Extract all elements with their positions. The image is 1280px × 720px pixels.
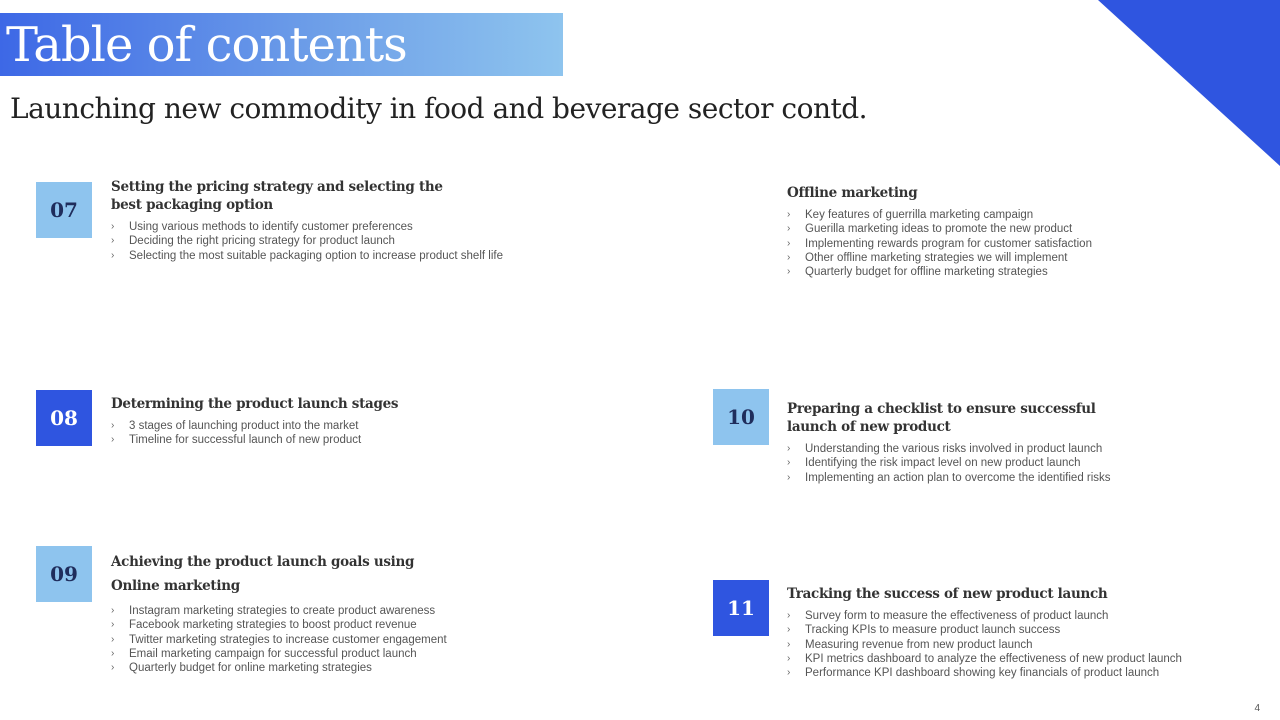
toc-section-07[interactable] xyxy=(111,178,503,263)
section-title[interactable]: Setting the pricing strategy and selecting the best packaging option xyxy=(111,179,443,213)
chevron-right-icon: › xyxy=(787,266,791,278)
chevron-right-icon: › xyxy=(111,662,115,674)
section-title[interactable]: Tracking the success of new product launch xyxy=(787,586,1108,602)
chevron-right-icon: › xyxy=(111,434,115,446)
list-item[interactable]: › Survey form to measure the effectiveness of product launch xyxy=(787,610,1109,622)
section-item-list xyxy=(111,419,398,448)
list-item[interactable]: › Selecting the most suitable packaging option to increase product shelf life xyxy=(111,249,503,262)
list-item[interactable]: › Deciding the right pricing strategy for product launch xyxy=(111,235,395,248)
list-item[interactable]: › Quarterly budget for offline marketing strategies xyxy=(787,266,1048,279)
chevron-right-icon: › xyxy=(787,610,791,621)
chevron-right-icon: › xyxy=(111,605,115,616)
chevron-right-icon: › xyxy=(787,251,791,263)
list-item[interactable]: › Implementing rewards program for customer satisfaction xyxy=(787,237,1092,250)
chevron-right-icon: › xyxy=(787,443,791,454)
section-title[interactable]: Preparing a checklist to ensure successful launch of new product xyxy=(787,401,1096,435)
chevron-right-icon: › xyxy=(787,471,791,483)
chevron-right-icon: › xyxy=(111,249,115,261)
chevron-right-icon: › xyxy=(787,237,791,249)
section-number-11: 11 xyxy=(713,580,769,636)
list-item[interactable]: › Timeline for successful launch of new product xyxy=(111,434,362,447)
list-item[interactable]: › Measuring revenue from new product launch xyxy=(787,638,1033,651)
chevron-right-icon: › xyxy=(111,235,115,247)
page-title: Table of contents xyxy=(6,17,407,73)
chevron-right-icon: › xyxy=(787,457,791,469)
chevron-right-icon: › xyxy=(111,619,115,631)
section-number-08: 08 xyxy=(36,390,92,446)
section-item-list xyxy=(111,604,447,675)
list-item[interactable]: › Other offline marketing strategies we will implement xyxy=(787,251,1068,264)
toc-section-offline-marketing[interactable] xyxy=(787,184,1092,279)
chevron-right-icon: › xyxy=(787,638,791,650)
list-item[interactable]: › Understanding the various risks involved in product launch xyxy=(787,443,1103,455)
chevron-right-icon: › xyxy=(787,223,791,235)
section-number-07: 07 xyxy=(36,182,92,238)
list-item[interactable]: › Tracking KPIs to measure product launch success xyxy=(787,624,1061,637)
list-item[interactable]: › Implementing an action plan to overcome the identified risks xyxy=(787,471,1111,484)
chevron-right-icon: › xyxy=(787,652,791,664)
chevron-right-icon: › xyxy=(787,209,791,220)
list-item[interactable]: › Facebook marketing strategies to boost product revenue xyxy=(111,619,417,632)
list-item[interactable]: › Performance KPI dashboard showing key financials of product launch xyxy=(787,667,1160,680)
section-number-10: 10 xyxy=(713,389,769,445)
list-item[interactable]: › Twitter marketing strategies to increase customer engagement xyxy=(111,633,447,646)
chevron-right-icon: › xyxy=(787,624,791,636)
list-item[interactable]: › Identifying the risk impact level on new product launch xyxy=(787,457,1081,470)
section-number-09: 09 xyxy=(36,546,92,602)
corner-decoration xyxy=(1098,0,1280,166)
list-item[interactable]: › Using various methods to identify customer preferences xyxy=(111,221,413,233)
toc-section-09[interactable] xyxy=(111,550,447,675)
toc-section-10[interactable] xyxy=(787,400,1111,485)
chevron-right-icon: › xyxy=(111,221,115,232)
chevron-right-icon: › xyxy=(111,633,115,645)
list-item[interactable]: › Guerilla marketing ideas to promote the new product xyxy=(787,223,1073,236)
section-item-list xyxy=(787,442,1111,485)
list-item[interactable]: › KPI metrics dashboard to analyze the effectiveness of new product launch xyxy=(787,652,1182,665)
section-item-list xyxy=(787,208,1092,279)
section-title[interactable]: Determining the product launch stages xyxy=(111,396,399,412)
chevron-right-icon: › xyxy=(787,667,791,679)
toc-section-11[interactable] xyxy=(787,585,1182,680)
section-item-list xyxy=(111,220,503,263)
chevron-right-icon: › xyxy=(111,420,115,431)
list-item[interactable]: › Quarterly budget for online marketing strategies xyxy=(111,662,372,675)
page-subtitle: Launching new commodity in food and beverage sector contd. xyxy=(10,92,868,125)
list-item[interactable]: › Email marketing campaign for successful product launch xyxy=(111,647,417,660)
list-item[interactable]: › 3 stages of launching product into the market xyxy=(111,420,359,432)
section-title[interactable]: Offline marketing xyxy=(787,185,918,201)
chevron-right-icon: › xyxy=(111,647,115,659)
list-item[interactable]: › Instagram marketing strategies to create product awareness xyxy=(111,605,436,617)
toc-section-08[interactable] xyxy=(111,395,398,448)
section-item-list xyxy=(787,609,1182,680)
list-item[interactable]: › Key features of guerrilla marketing campaign xyxy=(787,209,1034,221)
slide-number: 4 xyxy=(1254,703,1260,714)
section-title[interactable]: Achieving the product launch goals using Online marketing xyxy=(111,554,415,594)
